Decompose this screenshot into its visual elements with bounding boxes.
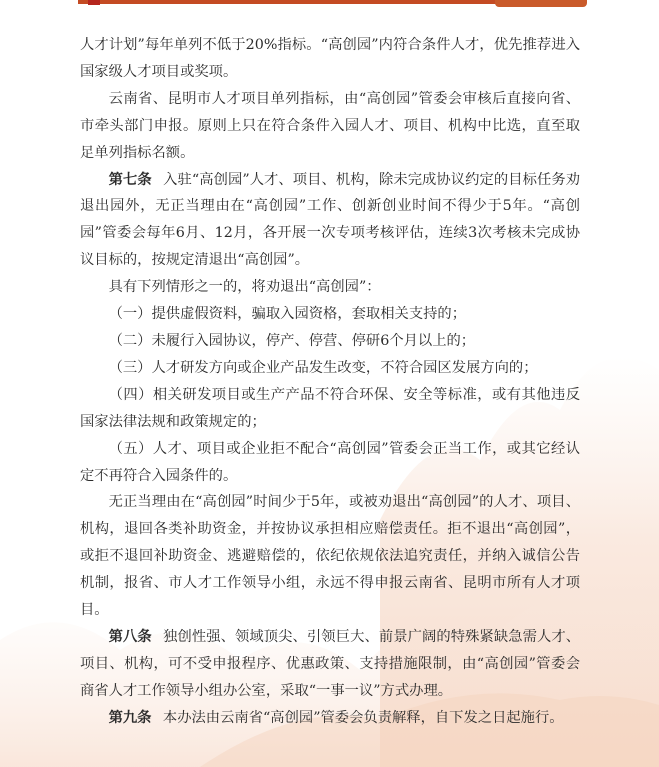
paragraph-penalties: 无正当理由在“高创园”时间少于5年，或被劝退出“高创园”的人才、项目、机构，退回各类补助资金，并按协议承担相应赔偿责任。拒不退出“高创园”，或拒不退回补助资金、逃避赔偿的，依纪依规依法追究责任，并纳入诚信公告机制，报省、市人才工作领导小组，永远不得申报云南省、昆明市所有人才项目。 <box>80 494 580 619</box>
article-7-label: 第七条 <box>108 171 152 188</box>
paragraph-provincial-quota: 云南省、昆明市人才项目单列指标，由“高创园”管委会审核后直接向省、市牵头部门申报。原则上只在符合条件入园人才、项目、机构中比选，直至取足单列指标名额。 <box>80 90 580 161</box>
document-body <box>80 32 580 732</box>
list-item-3: （三）人才研发方向或企业产品发生改变，不符合园区发展方向的； <box>108 359 538 376</box>
article-9-label: 第九条 <box>108 709 152 726</box>
list-item-4: （四）相关研发项目或生产产品不符合环保、安全等标准，或有其他违反国家法律法规和政策规定的； <box>80 386 580 430</box>
list-item-2: （二）未履行入园协议，停产、停营、停研6个月以上的； <box>108 332 476 349</box>
article-7: 第七条 入驻“高创园”人才、项目、机构，除未完成协议约定的目标任务劝退出园外，无正当理由在“高创园”工作、创新创业时间不得少于5年。“高创园”管委会每年6月、12月，各开展一次专项考核评估，连续3次考核未完成协议目标的，按规定清退出“高创园”。 <box>80 171 580 269</box>
article-8: 第八条 独创性强、领域顶尖、引领巨大、前景广阔的特殊紧缺急需人才、项目、机构，可不受申报程序、优惠政策、支持措施限制，由“高创园”管委会商省人才工作领导小组办公室，采取“一事一议”方式办理。 <box>80 628 581 699</box>
list-item-5: （五）人才、项目或企业拒不配合“高创园”管委会正当工作，或其它经认定不再符合入园条件的。 <box>80 440 580 484</box>
article-8-label: 第八条 <box>108 628 152 645</box>
list-item-1: （一）提供虚假资料，骗取入园资格，套取相关支持的； <box>108 306 467 323</box>
paragraph-continuation: 人才计划”每年单列不低于20%指标。“高创园”内符合条件人才，优先推荐进入国家级人才项目或奖项。 <box>80 37 580 80</box>
article-9: 第九条 本办法由云南省“高创园”管委会负责解释，自下发之日起施行。 <box>108 709 564 726</box>
paragraph-exit-conditions: 具有下列情形之一的，将劝退出“高创园”： <box>108 279 381 296</box>
